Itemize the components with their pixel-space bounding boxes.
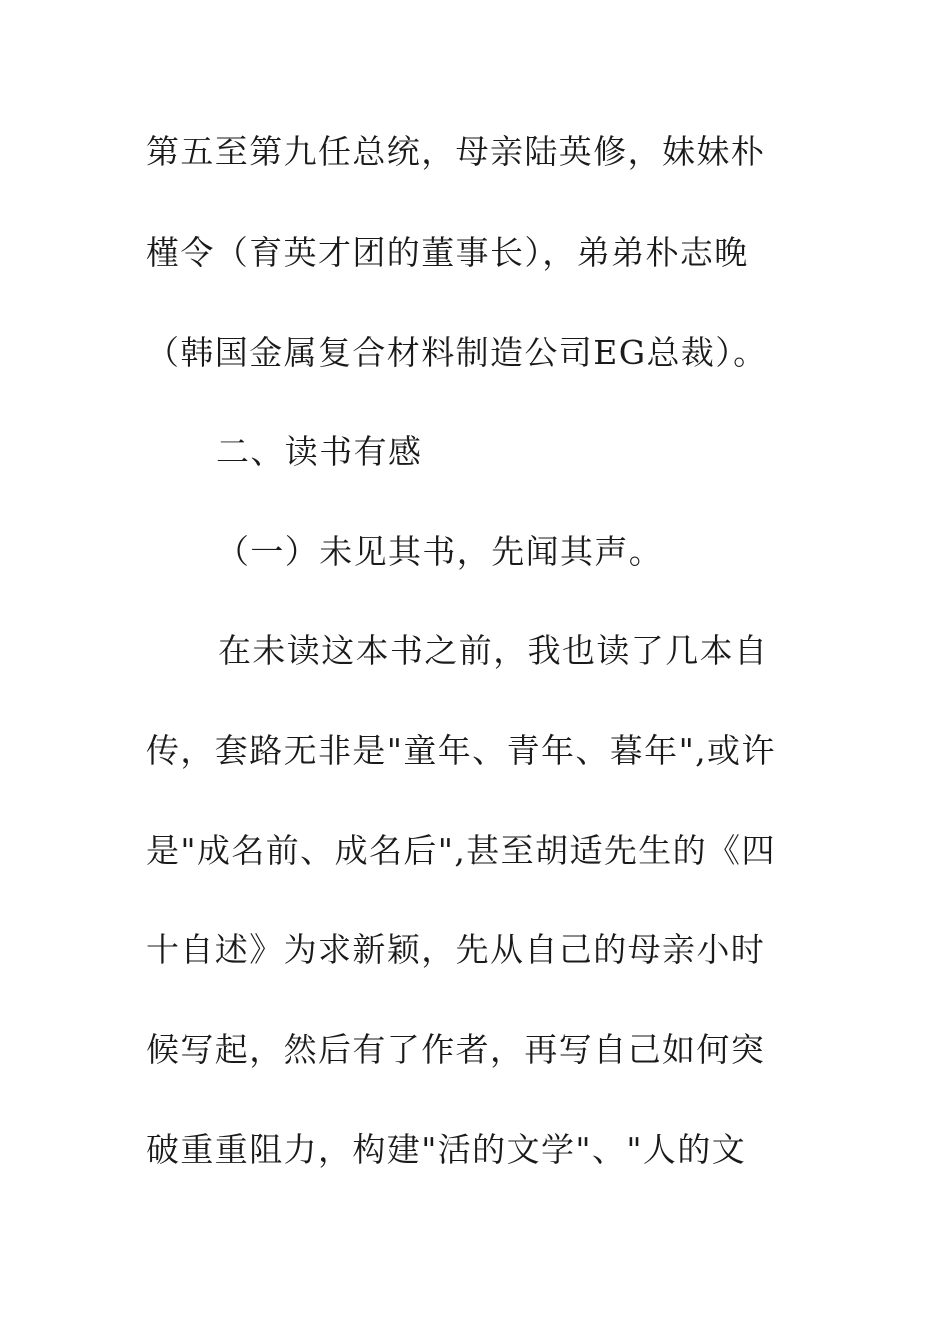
body-text-line: 槿令（育英才团的董事长），弟弟朴志晚 (146, 233, 749, 272)
subsection-heading: （一）未见其书，先闻其声。 (216, 532, 664, 571)
body-text-line: 十自述》为求新颖，先从自己的母亲小时 (146, 930, 766, 969)
body-text-line: 第五至第九任总统，母亲陆英修，妹妹朴 (146, 132, 766, 171)
body-text-line: 是"成名前、成名后",甚至胡适先生的《四 (146, 831, 776, 870)
body-text-line: 候写起，然后有了作者，再写自己如何突 (146, 1030, 766, 1069)
section-heading: 二、读书有感 (216, 432, 423, 471)
body-text-line: （韩国金属复合材料制造公司EG总裁）。 (146, 333, 768, 372)
body-text-line: 传，套路无非是"童年、青年、暮年",或许 (146, 731, 776, 770)
paragraph-first-line: 在未读这本书之前，我也读了几本自 (218, 631, 769, 670)
body-text-line: 破重重阻力，构建"活的文学"、"人的文 (146, 1130, 747, 1169)
